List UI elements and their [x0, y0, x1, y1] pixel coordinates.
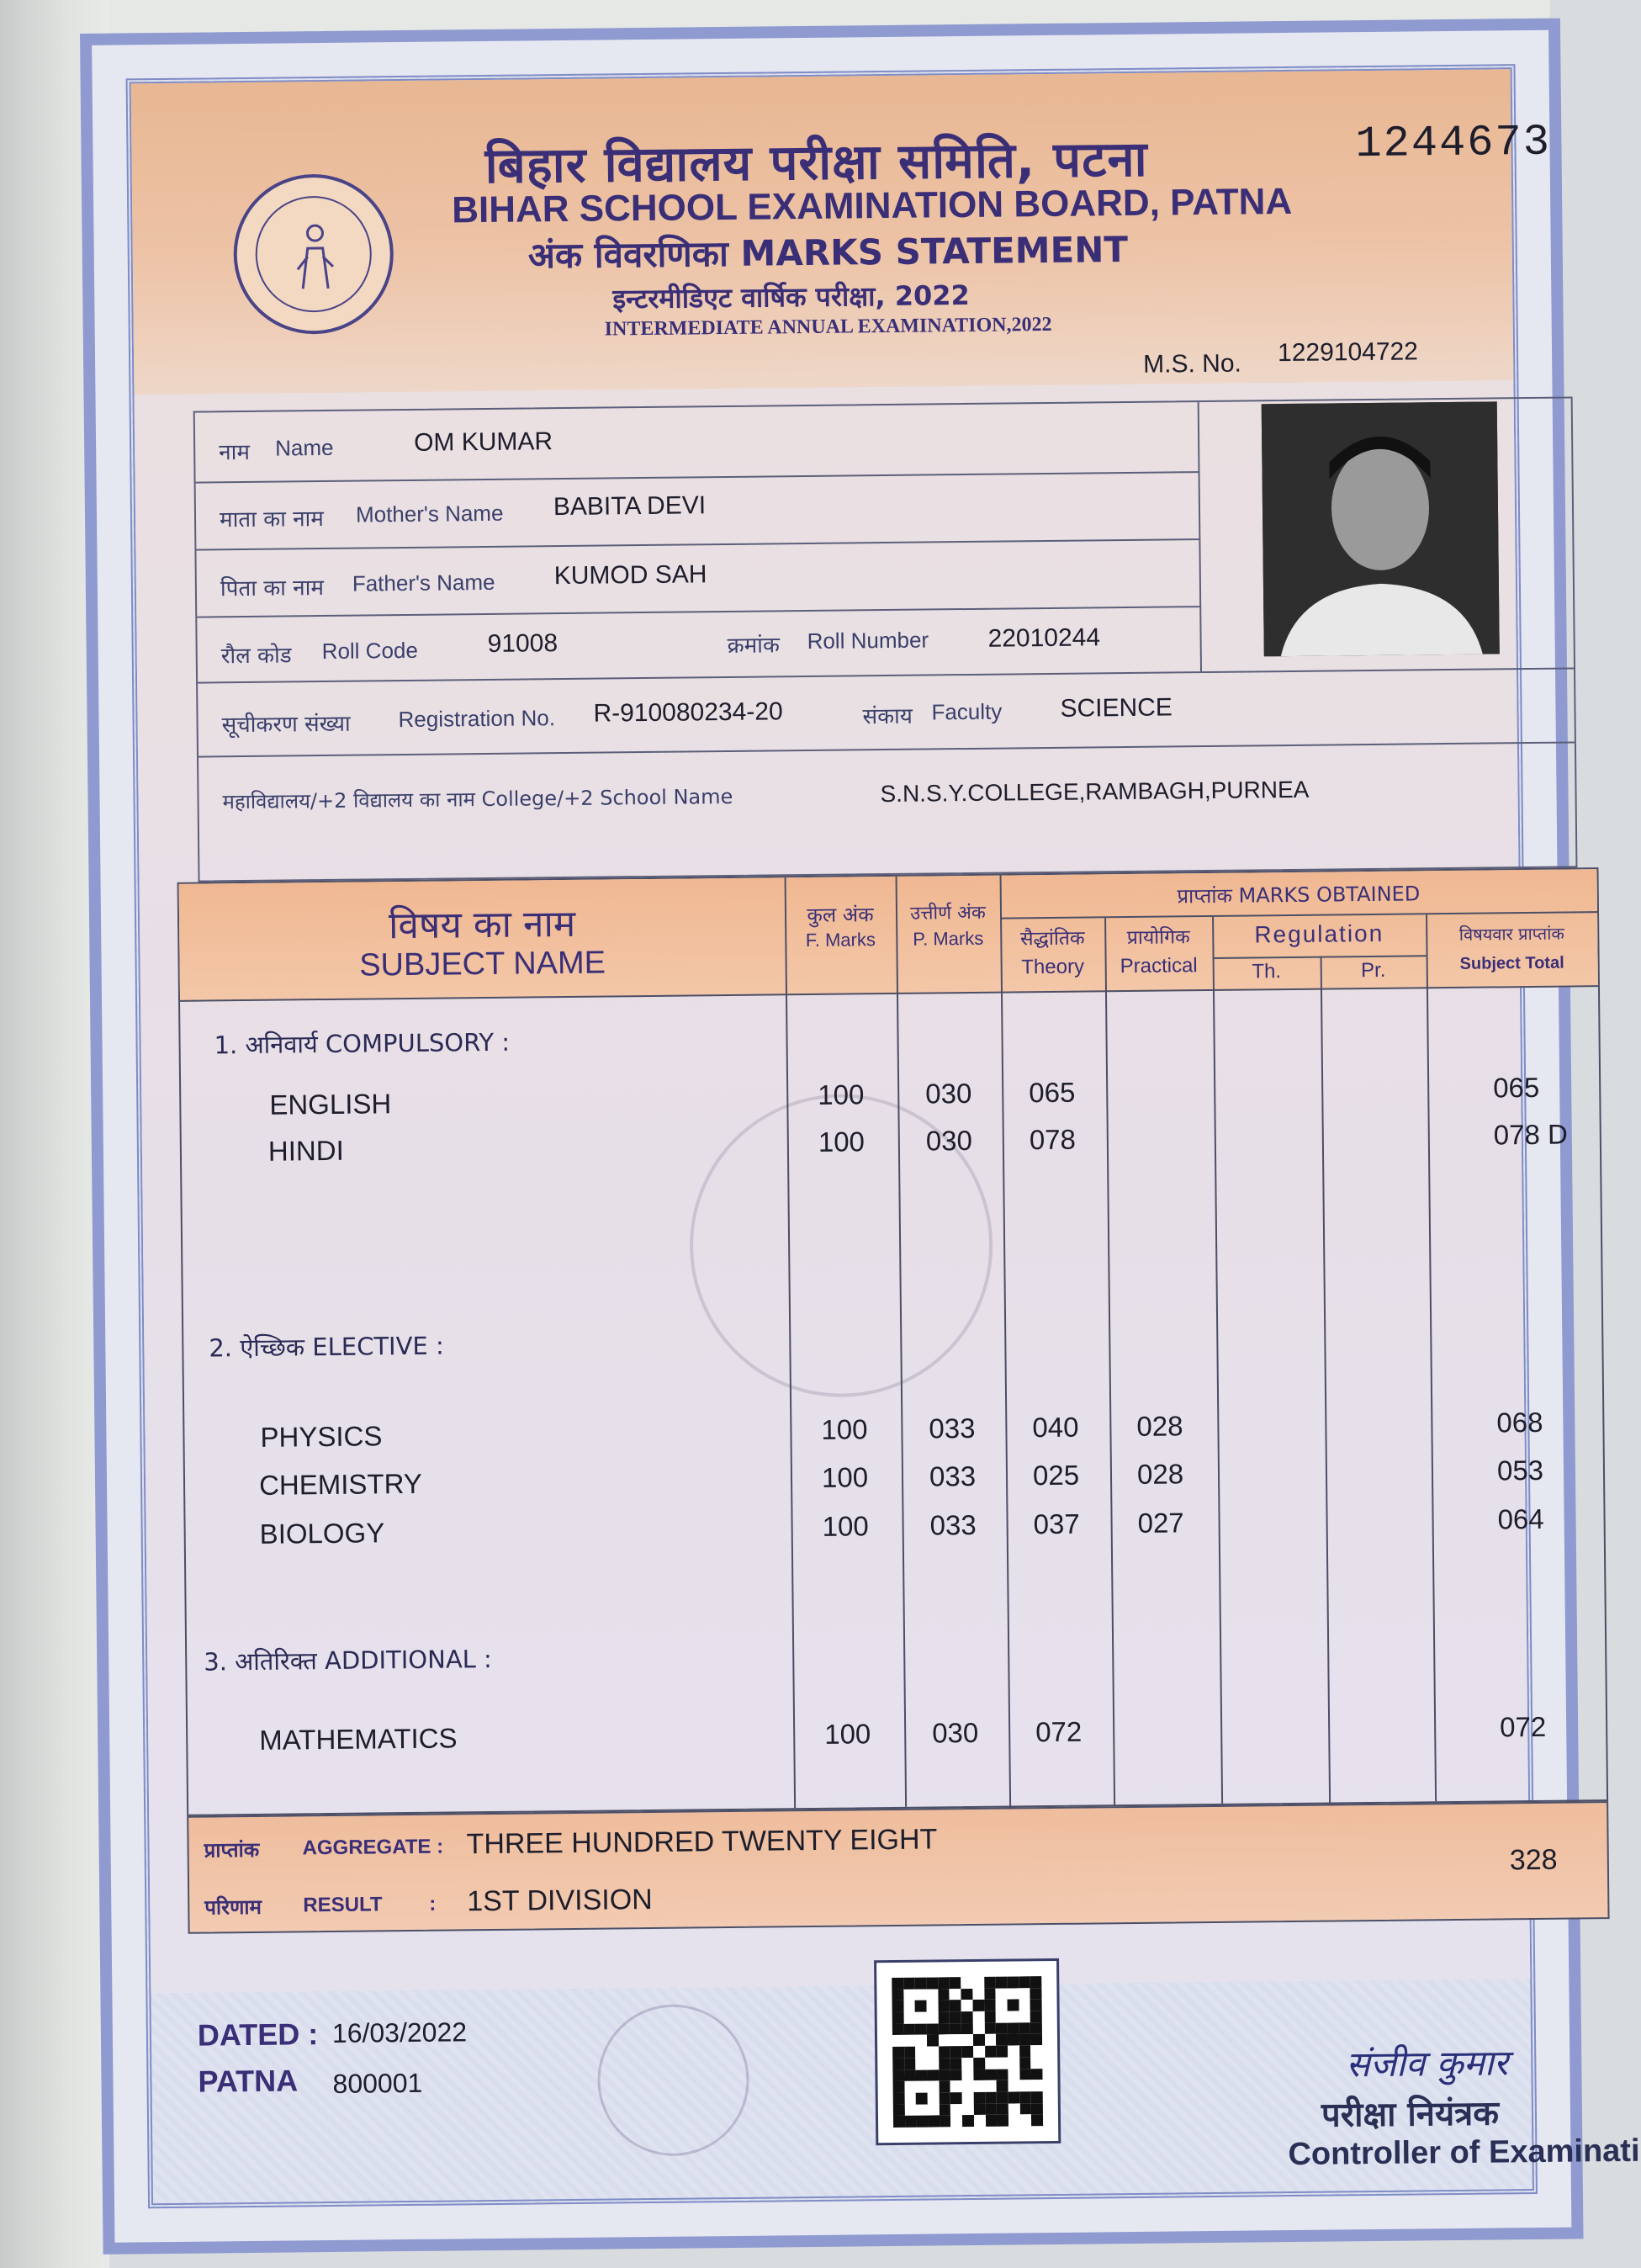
info-divider [196, 538, 1199, 550]
qr-module [950, 2000, 961, 2012]
qr-module [939, 2058, 950, 2069]
serial-number: 1244673 [1355, 117, 1552, 170]
mother-label-hindi: माता का नाम [219, 506, 324, 533]
qr-module [996, 2022, 1008, 2034]
aggregate-label-hindi: प्राप्तांक [204, 1837, 260, 1863]
pass-marks: 030 [925, 1124, 973, 1157]
practical-header-hindi: प्रायोगिक [1126, 926, 1190, 950]
section-additional-title: 3. अतिरिक्त ADDITIONAL : [204, 1644, 493, 1677]
qr-module [973, 2080, 985, 2092]
result-label: RESULT [303, 1893, 383, 1917]
qr-module [997, 2080, 1008, 2092]
qr-module [973, 2046, 985, 2058]
embossed-seal-icon [597, 2004, 750, 2157]
qr-module [927, 2069, 939, 2081]
qr-module [961, 2046, 973, 2058]
marks-obtained-header: प्राप्तांक MARKS OBTAINED [1177, 882, 1421, 909]
qr-module [892, 1990, 903, 2001]
faculty-value: SCIENCE [1060, 693, 1173, 723]
full-marks-header-hindi: कुल अंक [807, 903, 874, 928]
practical-marks: 028 [1136, 1410, 1183, 1442]
ms-number-value: 1229104722 [1277, 337, 1419, 368]
subject-header-hindi: विषय का नाम [388, 902, 576, 948]
info-divider [199, 741, 1575, 757]
subject-total: 064 [1497, 1502, 1544, 1535]
qr-module [940, 2116, 951, 2128]
qr-module [892, 2059, 904, 2070]
qr-module [1019, 2091, 1031, 2103]
qr-module [985, 2069, 997, 2080]
qr-module [1008, 2080, 1019, 2092]
qr-module [893, 2093, 905, 2105]
result-value: 1ST DIVISION [467, 1883, 653, 1918]
issue-date: 16/03/2022 [331, 2016, 468, 2048]
qr-module [962, 2104, 974, 2116]
pass-marks: 033 [929, 1460, 977, 1492]
qr-module [997, 2103, 1008, 2115]
qr-module [950, 2104, 962, 2116]
qr-module [950, 2069, 962, 2081]
subject-name: CHEMISTRY [258, 1467, 423, 1501]
aggregate-band [187, 1801, 1609, 1934]
qr-module [984, 2034, 996, 2046]
qr-module [892, 2047, 904, 2059]
place-pin: 800001 [332, 2067, 423, 2099]
qr-module [927, 2023, 939, 2035]
qr-module [905, 2104, 917, 2116]
info-divider [197, 606, 1199, 617]
qr-module [1031, 2091, 1043, 2103]
qr-module [938, 1977, 950, 1989]
qr-module [1030, 1976, 1042, 1988]
qr-module [892, 2012, 904, 2024]
qr-module [962, 2115, 974, 2127]
qr-module [1030, 2022, 1042, 2034]
qr-module [1008, 2115, 1020, 2127]
qr-module [962, 2069, 974, 2081]
qr-module [984, 2011, 996, 2023]
qr-module [926, 1989, 938, 2000]
qr-module [1031, 2069, 1043, 2080]
qr-module [915, 1989, 927, 2000]
subject-total: 065 [1493, 1071, 1540, 1104]
qr-module [892, 2035, 904, 2047]
qr-module [985, 2058, 997, 2069]
qr-module [1008, 2022, 1019, 2034]
qr-module [892, 2000, 904, 2012]
roll-number-label-hindi: क्रमांक [727, 633, 781, 659]
father-name: KUMOD SAH [553, 560, 707, 591]
qr-module [904, 2023, 916, 2035]
full-marks: 100 [818, 1126, 865, 1158]
qr-module [1008, 2069, 1019, 2080]
qr-module [972, 2000, 984, 2011]
qr-module [940, 2104, 951, 2116]
qr-module [950, 2092, 962, 2104]
subject-total-header-hindi: विषयवार प्राप्तांक [1458, 923, 1564, 945]
qr-module [1019, 2022, 1030, 2034]
qr-module [996, 2046, 1008, 2058]
qr-module [973, 2011, 985, 2023]
qr-module [973, 2034, 985, 2046]
registration-label-hindi: सूचीकरण संख्या [221, 711, 351, 739]
qr-code [874, 1958, 1061, 2145]
qr-module [973, 2023, 985, 2035]
qr-module [950, 2011, 961, 2023]
controller-signature: संजीव कुमार [1346, 2042, 1509, 2085]
qr-module [1031, 2114, 1043, 2126]
qr-module [1007, 1988, 1019, 2000]
qr-module [1030, 2011, 1042, 2022]
qr-module [1019, 1988, 1030, 2000]
subject-total: 053 [1496, 1454, 1544, 1486]
qr-module [916, 2093, 928, 2105]
qr-module [1008, 2011, 1019, 2023]
aggregate-label: AGGREGATE : [302, 1835, 444, 1860]
qr-module [961, 2034, 973, 2046]
regulation-theory-header: Th. [1252, 960, 1282, 983]
qr-module [915, 1978, 927, 1990]
sheet-inner-border [126, 64, 1640, 2208]
qr-module [927, 2035, 939, 2047]
qr-module [961, 2058, 973, 2069]
aggregate-words: THREE HUNDRED TWENTY EIGHT [466, 1823, 938, 1861]
qr-module [893, 2104, 905, 2116]
roll-code-label: Roll Code [321, 637, 419, 665]
qr-module [1031, 2057, 1043, 2069]
subject-total: 078 D [1493, 1118, 1569, 1151]
college-label: महाविद्यालय/+2 विद्यालय का नाम College/+2 School Name [222, 784, 733, 814]
qr-module [905, 2116, 917, 2128]
qr-module [974, 2115, 986, 2127]
qr-module [950, 2080, 962, 2092]
qr-module [961, 1977, 972, 1989]
qr-module [996, 2057, 1008, 2069]
qr-module [928, 2116, 940, 2128]
exam-name-english: INTERMEDIATE ANNUAL EXAMINATION,2022 [604, 313, 1052, 341]
emblem-figure-icon [292, 223, 338, 291]
faculty-label-hindi: संकाय [862, 703, 913, 730]
qr-module [962, 2092, 974, 2104]
qr-module [916, 2104, 928, 2116]
qr-module [985, 2080, 997, 2092]
qr-module [984, 1977, 996, 1989]
qr-module [904, 2093, 916, 2105]
qr-module [1008, 2046, 1019, 2058]
qr-module [984, 2000, 996, 2011]
practical-marks: 027 [1137, 1507, 1184, 1539]
subject-name: BIOLOGY [259, 1517, 385, 1550]
info-divider [198, 667, 1574, 683]
emblem-inner-ring [255, 195, 372, 312]
qr-module [997, 2069, 1008, 2080]
qr-module [904, 2069, 916, 2081]
qr-module [1030, 2034, 1042, 2046]
qr-module [961, 2023, 973, 2035]
controller-title: Controller of Examinati [1288, 2133, 1640, 2173]
registration-label: Registration No. [398, 705, 556, 733]
qr-module [903, 1989, 915, 2000]
result-colon: : [429, 1892, 437, 1916]
pass-marks: 033 [929, 1412, 976, 1444]
theory-marks: 078 [1029, 1123, 1077, 1156]
board-title-hindi: बिहार विद्यालय परीक्षा समिति, पटना [484, 130, 1148, 194]
qr-module [985, 2046, 997, 2058]
qr-module [950, 2023, 961, 2035]
qr-module [892, 2069, 904, 2081]
qr-module [1020, 2115, 1032, 2127]
aggregate-total: 328 [1509, 1843, 1558, 1877]
qr-module [903, 2012, 915, 2024]
qr-code-pattern [892, 1976, 1043, 2128]
qr-module [893, 2081, 905, 2093]
full-marks: 100 [818, 1078, 865, 1110]
place-label: PATNA [198, 2063, 299, 2099]
regulation-header: Regulation [1254, 919, 1384, 948]
qr-module [904, 2059, 916, 2070]
name-label: Name [275, 434, 334, 461]
subject-name: ENGLISH [269, 1088, 392, 1121]
theory-header: Theory [1021, 955, 1085, 979]
dated-label: DATED : [197, 2016, 319, 2053]
section-compulsory-title: 1. अनिवार्य COMPULSORY : [214, 1027, 511, 1060]
qr-module [904, 2047, 916, 2059]
roll-code-label-hindi: रौल कोड [220, 643, 292, 670]
qr-module [973, 2058, 985, 2069]
col-divider [1104, 918, 1115, 1804]
theory-header-hindi: सैद्धांतिक [1019, 927, 1085, 951]
col-divider [1426, 914, 1437, 1801]
qr-module [926, 1977, 938, 1989]
student-photo [1262, 401, 1500, 656]
subject-total: 072 [1499, 1710, 1547, 1743]
subject-total-header: Subject Total [1459, 953, 1564, 973]
qr-module [961, 1989, 973, 2000]
roll-code-value: 91008 [487, 629, 558, 658]
father-label: Father's Name [352, 569, 495, 596]
qr-module [1019, 2080, 1031, 2092]
ms-number-label: M.S. No. [1143, 349, 1242, 379]
father-label-hindi: पिता का नाम [220, 575, 325, 602]
qr-module [961, 2000, 973, 2011]
qr-module [904, 2081, 916, 2093]
roll-number-label: Roll Number [807, 627, 929, 654]
theory-marks: 072 [1035, 1715, 1083, 1748]
qr-module [974, 2103, 986, 2115]
theory-marks: 065 [1029, 1076, 1076, 1109]
pass-marks-header-hindi: उत्तीर्ण अंक [910, 902, 986, 925]
theory-marks: 037 [1033, 1508, 1080, 1540]
qr-module [915, 2012, 927, 2024]
registration-number: R-910080234-20 [593, 697, 783, 728]
qr-module [984, 1988, 996, 2000]
qr-module [1030, 2000, 1042, 2011]
pass-marks-header: P. Marks [913, 927, 984, 950]
qr-module [973, 2069, 985, 2080]
qr-module [1008, 2057, 1019, 2069]
qr-module [916, 2116, 928, 2128]
subject-total: 068 [1496, 1406, 1543, 1439]
qr-module [1019, 2034, 1031, 2046]
full-marks-header: F. Marks [805, 929, 876, 951]
controller-title-hindi: परीक्षा नियंत्रक [1321, 2094, 1500, 2135]
qr-module [1007, 1976, 1019, 1988]
qr-module [939, 2035, 950, 2047]
qr-module [961, 2011, 973, 2023]
qr-module [915, 2047, 927, 2059]
college-name: S.N.S.Y.COLLEGE,RAMBAGH,PURNEA [880, 776, 1310, 808]
qr-module [916, 2058, 928, 2069]
qr-module [939, 2069, 950, 2081]
qr-module [938, 2000, 950, 2012]
col-divider [896, 877, 908, 1807]
qr-module [996, 2034, 1008, 2046]
qr-module [915, 2023, 927, 2035]
qr-module [928, 2092, 940, 2104]
qr-module [1008, 2034, 1019, 2046]
qr-module [1019, 1976, 1030, 1988]
marks-table [177, 867, 1609, 1816]
qr-module [996, 2000, 1008, 2011]
photo-divider [1198, 402, 1202, 671]
pass-marks: 030 [932, 1716, 979, 1749]
result-label-hindi: परिणाम [204, 1894, 262, 1920]
qr-module [893, 2116, 905, 2128]
mother-name: BABITA DEVI [553, 491, 707, 522]
marks-statement-title: अंक विवरणिका MARKS STATEMENT [527, 228, 1129, 277]
qr-module [950, 1989, 961, 2000]
col-divider [1000, 876, 1012, 1806]
qr-module [916, 2081, 928, 2093]
qr-module [927, 2012, 939, 2024]
qr-module [939, 2081, 950, 2093]
theory-marks: 040 [1032, 1411, 1079, 1444]
col-divider [1321, 956, 1331, 1803]
marks-statement-sheet [80, 19, 1640, 2255]
qr-module [950, 2035, 961, 2047]
qr-module [939, 2092, 950, 2104]
qr-module [939, 2023, 950, 2035]
qr-module [927, 2000, 939, 2012]
qr-module [1030, 1988, 1042, 2000]
subject-header: SUBJECT NAME [358, 945, 606, 983]
qr-module [974, 2092, 986, 2104]
qr-module [927, 2058, 939, 2069]
full-marks: 100 [821, 1461, 869, 1493]
pass-marks: 033 [929, 1508, 977, 1541]
exam-name-hindi: इन्टरमीडिएट वार्षिक परीक्षा, 2022 [612, 278, 971, 315]
qr-module [915, 2000, 927, 2012]
qr-module [892, 1978, 903, 1990]
practical-marks: 028 [1136, 1458, 1184, 1490]
qr-module [927, 2047, 939, 2059]
qr-module [903, 1978, 915, 1990]
qr-module [996, 2011, 1008, 2023]
qr-module [938, 2011, 950, 2023]
name-label-hindi: नाम [219, 439, 251, 466]
subject-name: PHYSICS [260, 1420, 383, 1453]
qr-module [985, 2103, 997, 2115]
qr-module [939, 2046, 950, 2058]
qr-module [1019, 2103, 1031, 2115]
qr-module [1019, 2000, 1030, 2011]
qr-module [1019, 2011, 1030, 2022]
qr-module [1019, 2069, 1031, 2080]
qr-module [972, 1977, 984, 1989]
qr-module [950, 2115, 962, 2127]
qr-module [1031, 2080, 1043, 2091]
qr-module [1007, 2000, 1019, 2011]
faculty-label: Faculty [931, 698, 1003, 725]
mother-label: Mother's Name [355, 500, 504, 527]
theory-marks: 025 [1032, 1459, 1080, 1492]
qr-module [997, 2091, 1008, 2103]
qr-module [985, 2092, 997, 2104]
subject-name: HINDI [267, 1134, 344, 1167]
qr-module [892, 2024, 904, 2036]
qr-module [972, 1989, 984, 2000]
roll-number-value: 22010244 [987, 623, 1101, 653]
qr-module [1008, 2091, 1020, 2103]
qr-module [928, 2081, 940, 2093]
pass-marks: 030 [925, 1077, 972, 1110]
qr-module [1031, 2103, 1043, 2115]
regulation-practical-header: Pr. [1360, 958, 1386, 983]
qr-module [950, 2058, 962, 2069]
col-divider [785, 877, 797, 1808]
qr-module [1019, 2045, 1031, 2057]
qr-module [950, 2046, 962, 2058]
qr-module [915, 2035, 927, 2047]
qr-module [1008, 2103, 1020, 2115]
col-divider [1212, 917, 1223, 1804]
qr-module [904, 2035, 916, 2047]
qr-module [962, 2080, 974, 2092]
full-marks: 100 [822, 1510, 869, 1542]
qr-module [903, 2000, 915, 2012]
info-divider [196, 471, 1199, 483]
qr-module [928, 2104, 940, 2116]
qr-module [1030, 2045, 1042, 2057]
qr-module [996, 1988, 1008, 2000]
qr-module [938, 1989, 950, 2000]
student-name: OM KUMAR [413, 427, 553, 457]
subject-name: MATHEMATICS [259, 1722, 458, 1756]
qr-module [995, 1977, 1007, 1989]
qr-module [950, 1977, 961, 1989]
qr-module [997, 2115, 1008, 2127]
practical-header: Practical [1120, 954, 1198, 978]
full-marks: 100 [824, 1718, 871, 1750]
qr-module [1019, 2057, 1031, 2069]
qr-module [985, 2115, 997, 2127]
qr-module [984, 2022, 996, 2034]
section-elective-title: 2. ऐच्छिक ELECTIVE : [209, 1331, 444, 1363]
board-title-english: BIHAR SCHOOL EXAMINATION BOARD, PATNA [451, 180, 1293, 231]
qr-module [916, 2069, 928, 2081]
full-marks: 100 [821, 1413, 868, 1445]
